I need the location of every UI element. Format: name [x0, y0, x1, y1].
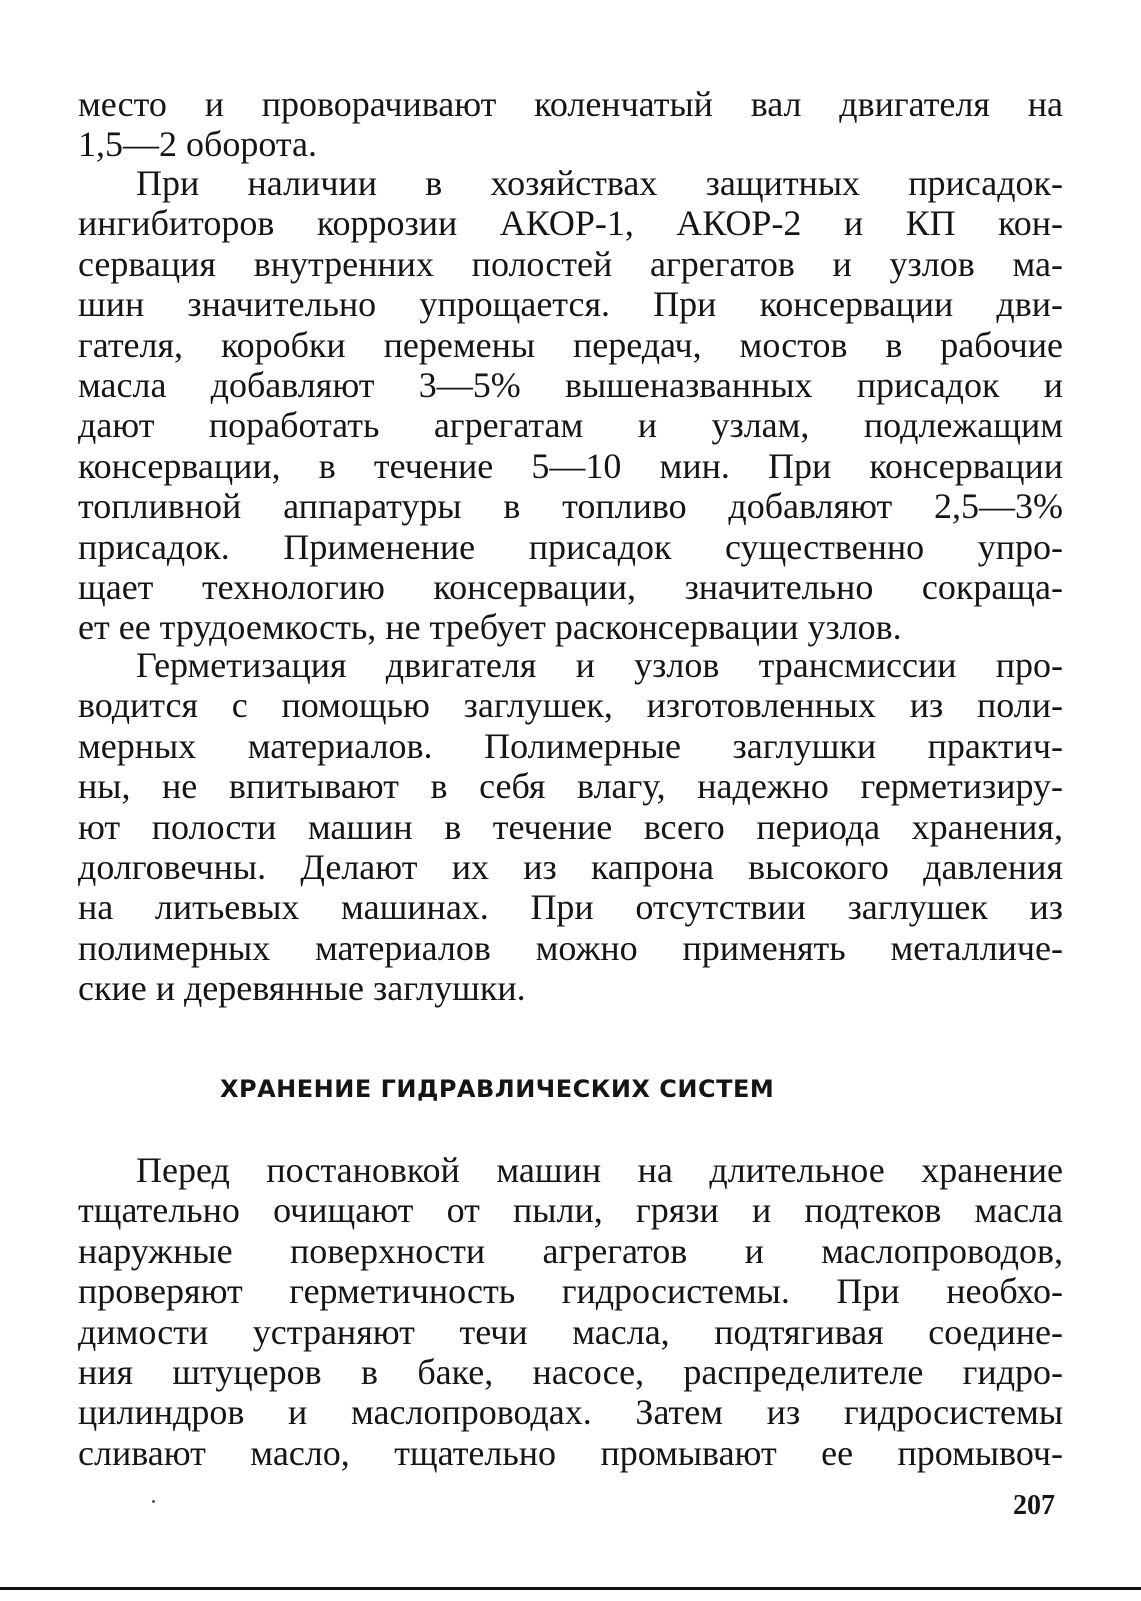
- text-line: масла добавляют 3—5% вышеназванных присадок и: [78, 364, 1063, 405]
- text-line: присадок. Применение присадок существенно упро-: [78, 526, 1063, 567]
- text-line: место и проворачивают коленчатый вал двигателя на: [78, 84, 1063, 124]
- text-line: проверяют герметичность гидросистемы. При необхо-: [78, 1271, 1063, 1312]
- text-line: щает технологию консервации, значительно сокраща-: [78, 566, 1063, 607]
- text-line: сервация внутренних полостей агрегатов и узлов ма-: [78, 243, 1063, 284]
- text-line: цилиндров и маслопроводах. Затем из гидросистемы: [78, 1392, 1063, 1433]
- text-line: дают поработать агрегатам и узлам, подлежащим: [78, 405, 1063, 446]
- text-line: Перед постановкой машин на длительное хранение: [136, 1150, 1063, 1190]
- text-line: сливают масло, тщательно промывают ее промывоч-: [78, 1432, 1063, 1473]
- paragraph-sealing: [78, 645, 1063, 1009]
- text-line: ют полости машин в течение всего периода хранения,: [78, 806, 1063, 847]
- text-line: водится с помощью заглушек, изготовленных из поли-: [78, 685, 1063, 726]
- text-line: При наличии в хозяйствах защитных присадок-: [136, 163, 1063, 203]
- text-line: наружные поверхности агрегатов и маслопроводов,: [78, 1230, 1063, 1271]
- text-line: полимерных материалов можно применять металличе-: [78, 927, 1063, 968]
- text-line: ингибиторов коррозии АКОР-1, АКОР-2 и КП кон-: [78, 203, 1063, 244]
- text-line: ния штуцеров в баке, насосе, распределителе гидро-: [78, 1351, 1063, 1392]
- section-heading: ХРАНЕНИЕ ГИДРАВЛИЧЕСКИХ СИСТЕМ: [220, 1075, 775, 1103]
- page-number: 207: [1013, 1490, 1055, 1521]
- text-line: топливной аппаратуры в топливо добавляют 2,5—3%: [78, 486, 1063, 527]
- text-line: долговечны. Делают их из капрона высокого давления: [78, 846, 1063, 887]
- text-line: шин значительно упрощается. При консервации дви-: [78, 284, 1063, 325]
- text-line: 1,5—2 оборота.: [78, 124, 317, 165]
- scan-bottom-edge: [0, 1587, 1141, 1590]
- text-line: ет ее трудоемкость, не требует расконсервации узлов.: [78, 607, 902, 648]
- text-line: гателя, коробки перемены передач, мостов в рабочие: [78, 324, 1063, 365]
- paragraph-inhibitor-additives: [78, 163, 1063, 648]
- paragraph-hydraulic-storage: [78, 1150, 1063, 1473]
- text-line: на литьевых машинах. При отсутствии заглушек из: [78, 887, 1063, 928]
- scan-speck: [152, 1500, 155, 1503]
- text-line: ские и деревянные заглушки.: [78, 968, 526, 1009]
- text-line: Герметизация двигателя и узлов трансмиссии про-: [136, 645, 1063, 685]
- text-line: димости устраняют течи масла, подтягивая соедине-: [78, 1311, 1063, 1352]
- text-line: ны, не впитывают в себя влагу, надежно герметизиру-: [78, 766, 1063, 807]
- text-line: тщательно очищают от пыли, грязи и подтеков масла: [78, 1190, 1063, 1231]
- text-line: консервации, в течение 5—10 мин. При консервации: [78, 445, 1063, 486]
- text-line: мерных материалов. Полимерные заглушки практич-: [78, 725, 1063, 766]
- paragraph-continuation: [78, 84, 1063, 165]
